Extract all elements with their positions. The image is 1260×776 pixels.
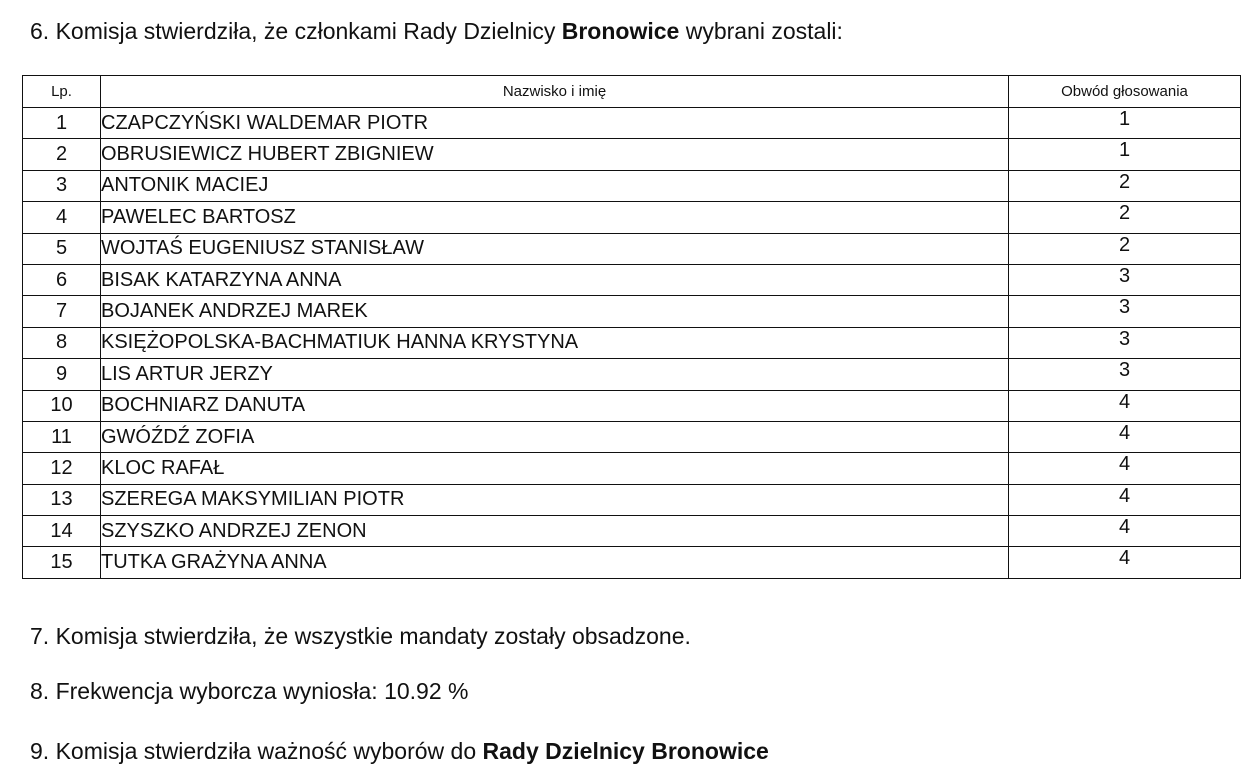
cell-lp: 15 <box>23 547 101 578</box>
table-row <box>23 453 1241 484</box>
table-row <box>23 264 1241 295</box>
paragraph-6-district: Bronowice <box>561 18 680 44</box>
cell-name: CZAPCZYŃSKI WALDEMAR PIOTR <box>101 108 1009 139</box>
cell-lp: 14 <box>23 516 101 547</box>
table-row <box>23 390 1241 421</box>
cell-obwod: 4 <box>1009 547 1241 578</box>
paragraph-9-prefix: 9. Komisja stwierdziła ważność wyborów do <box>30 738 483 764</box>
table-row <box>23 233 1241 264</box>
cell-name: TUTKA GRAŻYNA ANNA <box>101 547 1009 578</box>
paragraph-6-suffix: wybrani zostali: <box>679 18 843 44</box>
header-name: Nazwisko i imię <box>101 76 1009 108</box>
cell-name: ANTONIK MACIEJ <box>101 170 1009 201</box>
cell-obwod: 3 <box>1009 296 1241 327</box>
cell-lp: 7 <box>23 296 101 327</box>
cell-obwod: 4 <box>1009 484 1241 515</box>
members-table <box>22 75 1241 579</box>
paragraph-6-prefix: 6. Komisja stwierdziła, że członkami Rady Dzielnicy <box>30 18 562 44</box>
paragraph-9 <box>30 737 769 765</box>
table-header-row <box>23 76 1241 108</box>
table-row <box>23 170 1241 201</box>
cell-name: WOJTAŚ EUGENIUSZ STANISŁAW <box>101 233 1009 264</box>
cell-lp: 1 <box>23 108 101 139</box>
paragraph-7: 7. Komisja stwierdziła, że wszystkie mandaty zostały obsadzone. <box>30 623 691 649</box>
table-row <box>23 296 1241 327</box>
members-table-body <box>23 108 1241 579</box>
cell-lp: 4 <box>23 202 101 233</box>
cell-lp: 2 <box>23 139 101 170</box>
cell-lp: 10 <box>23 390 101 421</box>
cell-lp: 13 <box>23 484 101 515</box>
table-row <box>23 421 1241 452</box>
cell-name: LIS ARTUR JERZY <box>101 359 1009 390</box>
table-row <box>23 202 1241 233</box>
cell-name: KSIĘŻOPOLSKA-BACHMATIUK HANNA KRYSTYNA <box>101 327 1009 358</box>
table-row <box>23 108 1241 139</box>
paragraph-6 <box>30 17 843 45</box>
cell-name: PAWELEC BARTOSZ <box>101 202 1009 233</box>
cell-name: GWÓŹDŹ ZOFIA <box>101 421 1009 452</box>
cell-name: OBRUSIEWICZ HUBERT ZBIGNIEW <box>101 139 1009 170</box>
table-row <box>23 484 1241 515</box>
cell-name: KLOC RAFAŁ <box>101 453 1009 484</box>
cell-name: BOJANEK ANDRZEJ MAREK <box>101 296 1009 327</box>
cell-name: SZYSZKO ANDRZEJ ZENON <box>101 516 1009 547</box>
cell-lp: 8 <box>23 327 101 358</box>
cell-obwod: 4 <box>1009 453 1241 484</box>
table-row <box>23 327 1241 358</box>
cell-lp: 11 <box>23 421 101 452</box>
cell-lp: 12 <box>23 453 101 484</box>
cell-name: SZEREGA MAKSYMILIAN PIOTR <box>101 484 1009 515</box>
table-row <box>23 359 1241 390</box>
cell-obwod: 2 <box>1009 202 1241 233</box>
cell-obwod: 3 <box>1009 327 1241 358</box>
table-row <box>23 547 1241 578</box>
cell-obwod: 4 <box>1009 390 1241 421</box>
cell-obwod: 1 <box>1009 139 1241 170</box>
cell-obwod: 1 <box>1009 108 1241 139</box>
table-row <box>23 139 1241 170</box>
paragraph-9-council: Rady Dzielnicy Bronowice <box>482 738 769 764</box>
table-row <box>23 516 1241 547</box>
cell-lp: 9 <box>23 359 101 390</box>
paragraph-8: 8. Frekwencja wyborcza wyniosła: 10.92 % <box>30 678 469 704</box>
cell-name: BISAK KATARZYNA ANNA <box>101 264 1009 295</box>
cell-obwod: 3 <box>1009 359 1241 390</box>
cell-lp: 6 <box>23 264 101 295</box>
cell-obwod: 4 <box>1009 516 1241 547</box>
header-lp: Lp. <box>23 76 101 108</box>
cell-obwod: 4 <box>1009 421 1241 452</box>
cell-name: BOCHNIARZ DANUTA <box>101 390 1009 421</box>
cell-lp: 5 <box>23 233 101 264</box>
header-obwod: Obwód głosowania <box>1009 76 1241 108</box>
cell-obwod: 2 <box>1009 233 1241 264</box>
cell-obwod: 2 <box>1009 170 1241 201</box>
cell-obwod: 3 <box>1009 264 1241 295</box>
cell-lp: 3 <box>23 170 101 201</box>
